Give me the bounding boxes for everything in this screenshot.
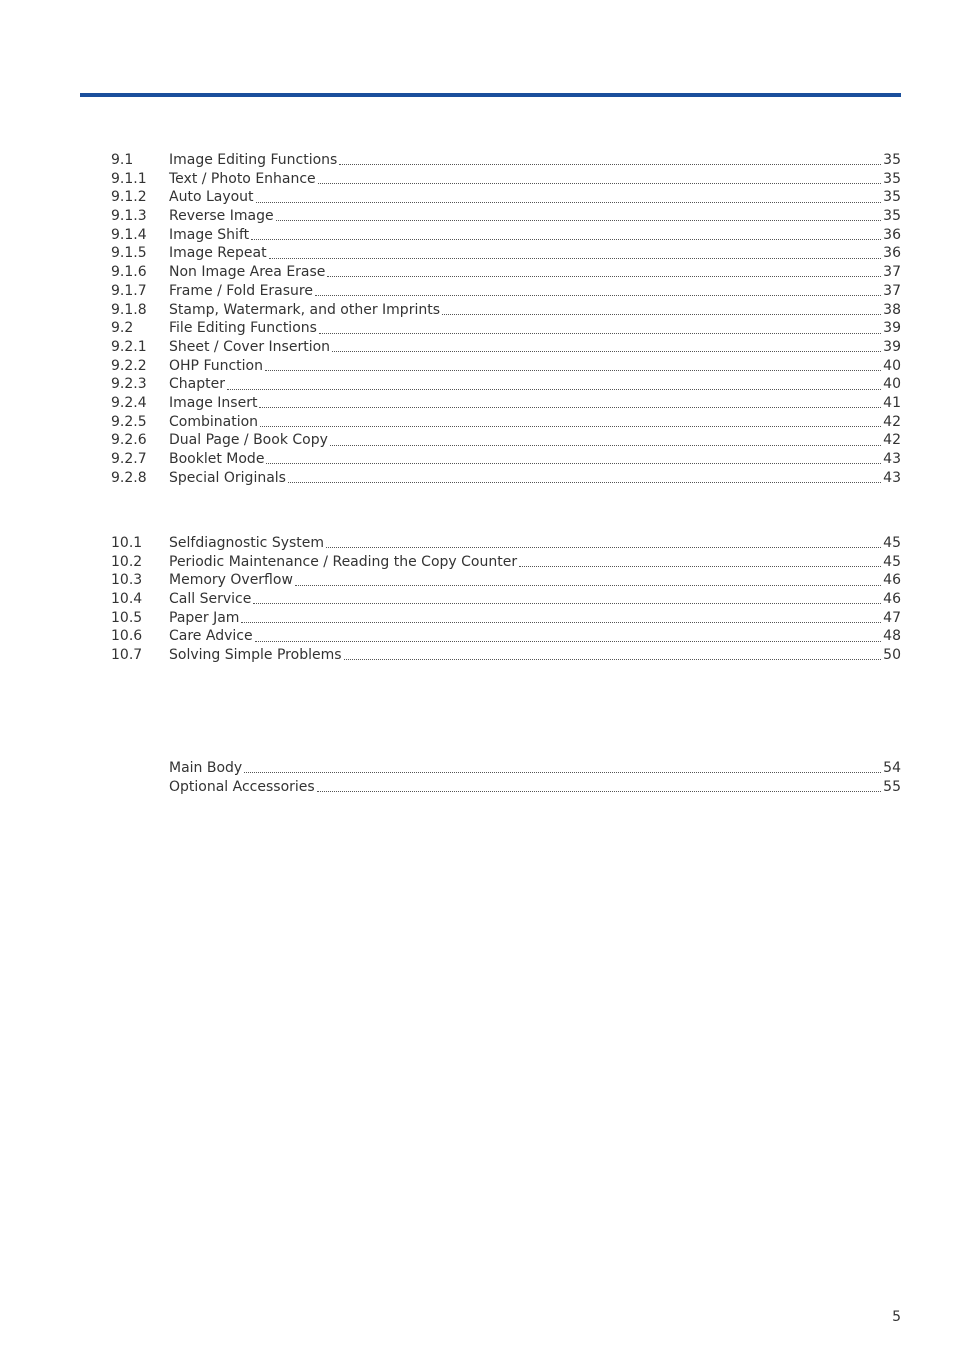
dot-leader [244, 771, 881, 773]
toc-entry[interactable] [111, 590, 901, 609]
toc-entry-page: 41 [883, 394, 901, 411]
dot-leader [344, 658, 882, 660]
toc-entry-page: 42 [883, 413, 901, 430]
toc-entry[interactable] [111, 151, 901, 170]
toc-entry-page: 36 [883, 226, 901, 243]
toc-entry-number: 9.2.5 [111, 413, 147, 430]
dot-leader [276, 219, 882, 221]
toc-entry-page: 35 [883, 189, 901, 206]
header-rule [80, 93, 901, 97]
toc-entry[interactable] [111, 263, 901, 282]
toc-entry-number: 9.2.8 [111, 469, 147, 486]
toc-entry-number: 10.4 [111, 591, 143, 608]
toc-entry-page: 45 [883, 535, 901, 551]
toc-entry-title: Auto Layout [169, 189, 254, 206]
dot-leader [319, 332, 881, 334]
toc-entry[interactable] [111, 244, 901, 263]
toc-entry-number: 9.2.6 [111, 432, 147, 449]
toc-entry-page: 35 [883, 170, 901, 187]
toc-entry[interactable] [111, 282, 901, 301]
toc-entry-title: Optional Accessories [169, 778, 315, 795]
toc-section-10 [111, 534, 901, 665]
toc-entry[interactable] [111, 413, 901, 432]
dot-leader [326, 546, 881, 548]
dot-leader [315, 294, 881, 296]
toc-entry-number: 9.1.6 [111, 264, 147, 281]
toc-entry-page: 50 [883, 647, 901, 664]
toc-entry-number: 9.2.1 [111, 338, 147, 355]
toc-entry-number: 9.1.2 [111, 189, 147, 206]
toc-entry[interactable] [111, 319, 901, 338]
toc-entry-number: 10.7 [111, 647, 143, 664]
toc-entry-title: Solving Simple Problems [169, 647, 342, 664]
toc-entry-page: 39 [883, 338, 901, 355]
dot-leader [339, 163, 881, 165]
toc-entry[interactable] [111, 609, 901, 628]
toc-entry-title: Memory Overflow [169, 572, 293, 589]
toc-entry-number: 9.1.1 [111, 170, 147, 187]
dot-leader [519, 565, 881, 567]
toc-entry-number: 9.2 [111, 320, 134, 337]
dot-leader [327, 275, 881, 277]
dot-leader [265, 369, 881, 371]
dot-leader [256, 201, 882, 203]
toc-entry-page: 39 [883, 320, 901, 337]
toc-entry[interactable] [111, 170, 901, 189]
toc-entry-number: 10.1 [111, 535, 143, 551]
toc-entry-number: 9.1.4 [111, 226, 147, 243]
toc-entry-number: 10.6 [111, 628, 143, 645]
toc-entry[interactable] [111, 571, 901, 590]
toc-entry[interactable] [111, 301, 901, 320]
dot-leader [442, 313, 881, 315]
toc-entry[interactable] [111, 759, 901, 778]
toc-entry-number: 10.2 [111, 553, 143, 570]
toc-entry[interactable] [111, 207, 901, 226]
toc-entry[interactable] [111, 357, 901, 376]
toc-entry[interactable] [111, 450, 901, 469]
toc-entry-number: 9.1.7 [111, 282, 147, 299]
toc-entry-number: 9.2.2 [111, 357, 147, 374]
toc-entry-title: Periodic Maintenance / Reading the Copy Counter [169, 553, 518, 570]
toc-entry-number: 9.1.8 [111, 301, 147, 318]
toc-entry-title: Chapter [169, 376, 225, 393]
toc-entry[interactable] [111, 226, 901, 245]
toc-entry-title: Sheet / Cover Insertion [169, 338, 331, 355]
toc-entry-page: 37 [883, 282, 901, 299]
toc-entry-title: Call Service [169, 591, 252, 608]
toc-entry-page: 40 [883, 357, 901, 374]
toc-entry-page: 43 [883, 451, 901, 467]
dot-leader [318, 182, 882, 184]
toc-entry-title: Image Editing Functions [169, 152, 338, 168]
toc-entry-page: 43 [883, 469, 901, 486]
toc-entry-title: Non Image Area Erase [169, 264, 326, 281]
toc-entry-title: File Editing Functions [169, 320, 317, 337]
toc-entry[interactable] [111, 394, 901, 413]
toc-entry-number: 9.2.4 [111, 394, 147, 411]
toc-entry[interactable] [111, 431, 901, 450]
toc-entry-page: 48 [883, 628, 901, 645]
toc-entry-page: 38 [883, 301, 901, 318]
dot-leader [259, 406, 881, 408]
dot-leader [330, 444, 881, 446]
toc-entry-title: OHP Function [169, 357, 263, 374]
toc-entry-page: 55 [883, 778, 901, 795]
toc-entry-title: Paper Jam [169, 609, 240, 626]
toc-entry-title: Selfdiagnostic System [169, 535, 325, 551]
page-number: 5 [892, 1309, 901, 1325]
toc-entry-page: 54 [883, 760, 901, 776]
toc-entry-page: 46 [883, 591, 901, 608]
toc-entry-title: Reverse Image [169, 208, 274, 225]
toc-entry-page: 42 [883, 432, 901, 449]
dot-leader [288, 481, 881, 483]
toc-entry-title: Image Repeat [169, 245, 267, 262]
dot-leader [251, 238, 881, 240]
toc-entry-number: 9.1.3 [111, 208, 147, 225]
toc-entry-number: 9.1 [111, 152, 134, 168]
toc-entry-title: Image Insert [169, 394, 258, 411]
toc-entry[interactable] [111, 646, 901, 665]
toc-entry-title: Stamp, Watermark, and other Imprints [169, 301, 440, 318]
toc-entry[interactable] [111, 188, 901, 207]
toc-entry-title: Care Advice [169, 628, 253, 645]
toc-entry-number: 10.3 [111, 572, 143, 589]
toc-section-specs [111, 759, 901, 796]
toc-entry-title: Dual Page / Book Copy [169, 432, 328, 449]
toc-entry-page: 36 [883, 245, 901, 262]
dot-leader [260, 425, 881, 427]
dot-leader [332, 350, 881, 352]
toc-entry[interactable] [111, 469, 901, 488]
toc-entry-number: 9.2.3 [111, 376, 147, 393]
toc-entry-number: 9.1.5 [111, 245, 147, 262]
dot-leader [269, 257, 882, 259]
toc-entry[interactable] [111, 534, 901, 553]
toc-entry[interactable] [111, 375, 901, 394]
dot-leader [255, 640, 882, 642]
toc-entry-title: Special Originals [169, 469, 286, 486]
toc-entry-title: Booklet Mode [169, 451, 265, 467]
toc-entry[interactable] [111, 627, 901, 646]
toc-entry-title: Combination [169, 413, 259, 430]
toc-entry-page: 35 [883, 208, 901, 225]
dot-leader [253, 602, 881, 604]
toc-entry-title: Main Body [169, 760, 243, 776]
dot-leader [295, 584, 881, 586]
dot-leader [266, 462, 881, 464]
dot-leader [317, 790, 881, 792]
toc-entry-title: Frame / Fold Erasure [169, 282, 313, 299]
toc-entry-number: 9.2.7 [111, 451, 147, 467]
toc-entry[interactable] [111, 553, 901, 572]
toc-entry-page: 37 [883, 264, 901, 281]
toc-entry-title: Image Shift [169, 226, 250, 243]
toc-entry-page: 45 [883, 553, 901, 570]
toc-entry-page: 35 [883, 152, 901, 168]
dot-leader [227, 388, 881, 390]
toc-entry-title: Text / Photo Enhance [169, 170, 316, 187]
toc-entry-page: 40 [883, 376, 901, 393]
toc-section-9 [111, 151, 901, 487]
toc-entry[interactable] [111, 338, 901, 357]
toc-entry[interactable] [111, 778, 901, 797]
dot-leader [241, 621, 881, 623]
toc-entry-page: 46 [883, 572, 901, 589]
toc-entry-page: 47 [883, 609, 901, 626]
toc-entry-number: 10.5 [111, 609, 143, 626]
